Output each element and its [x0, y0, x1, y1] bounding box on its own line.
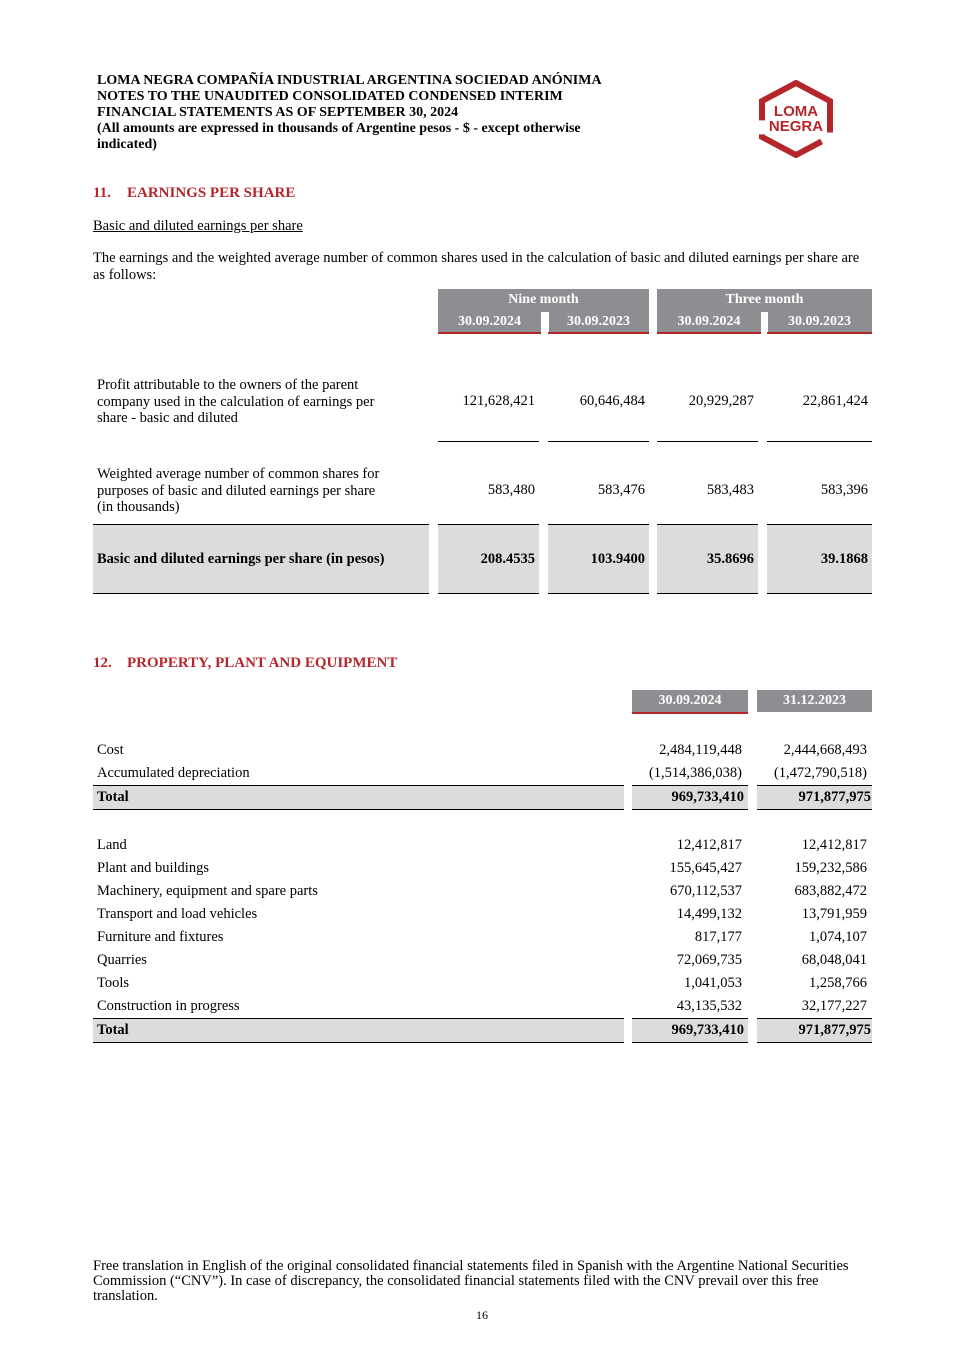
eps-profit-col3: 20,929,287 — [688, 393, 754, 409]
ppe-detail-row-value-col1: 817,177 — [694, 929, 742, 945]
ppe-detail-row-label: Furniture and fixtures — [97, 929, 224, 945]
ppe-period-col1: 30.09.2024 — [632, 690, 748, 714]
header-notes-title: NOTES TO THE UNAUDITED CONSOLIDATED CONDENSED INTERIM — [97, 89, 563, 104]
ppe-detail-row-value-col2: 1,258,766 — [809, 975, 867, 991]
header-currency-note-cont: indicated) — [97, 137, 157, 152]
eps-section-number: 11. — [93, 185, 111, 201]
ppe-summary-row-label: Accumulated depreciation — [97, 765, 250, 781]
ppe-period-col2: 31.12.2023 — [757, 690, 872, 714]
eps-value-col4: 39.1868 — [820, 551, 868, 567]
eps-shares-col1: 583,480 — [487, 482, 535, 498]
eps-row-shares-label: Weighted average number of common shares for purposes of basic and diluted earnings per share (in thousands) — [97, 466, 380, 515]
ppe-detail-total-col1: 969,733,410 — [671, 1022, 744, 1038]
translation-disclaimer: Free translation in English of the original consolidated financial statements filed in Spanish with the Argentine National Securities Commission (“CNV”). In case of discrepancy, the consolidated financial statements filed with the CNV prevail over this free translation. — [93, 1258, 849, 1304]
ppe-detail-row-value-col2: 12,412,817 — [801, 837, 867, 853]
ppe-detail-row-value-col1: 1,041,053 — [684, 975, 742, 991]
eps-period-col1: 30.09.2024 — [438, 312, 541, 334]
ppe-detail-row-value-col2: 32,177,227 — [801, 998, 867, 1014]
eps-section-heading: EARNINGS PER SHARE — [127, 185, 296, 201]
ppe-detail-row-label: Transport and load vehicles — [97, 906, 258, 922]
eps-value-col1: 208.4535 — [480, 551, 535, 567]
logo-text-loma: LOMA — [773, 103, 819, 120]
ppe-detail-row-value-col2: 159,232,586 — [794, 860, 867, 876]
logo-text-negra: NEGRA — [768, 118, 824, 135]
ppe-summary-row-label: Cost — [97, 742, 124, 758]
ppe-detail-row-label: Quarries — [97, 952, 147, 968]
eps-shares-col3: 583,483 — [706, 482, 754, 498]
ppe-summary-row-value-col1: 2,484,119,448 — [659, 742, 742, 758]
document-header — [97, 73, 717, 153]
eps-shares-col2: 583,476 — [597, 482, 645, 498]
eps-value-col3: 35.8696 — [706, 551, 754, 567]
ppe-detail-row-value-col1: 670,112,537 — [670, 883, 742, 899]
ppe-section-number: 12. — [93, 655, 112, 671]
ppe-summary-row-value-col1: (1,514,386,038) — [648, 765, 742, 781]
eps-row-profit-label: Profit attributable to the owners of the parent company used in the calculation of earnings per share - basic and diluted — [97, 377, 375, 426]
eps-profit-col2: 60,646,484 — [579, 393, 645, 409]
header-statements-date: FINANCIAL STATEMENTS AS OF SEPTEMBER 30, 2024 — [97, 105, 459, 120]
eps-profit-col4: 22,861,424 — [802, 393, 868, 409]
eps-section-title — [93, 185, 295, 202]
ppe-summary-row-value-col2: (1,472,790,518) — [773, 765, 867, 781]
ppe-summary-total-label: Total — [97, 789, 129, 805]
eps-period-col4: 30.09.2023 — [767, 312, 872, 334]
eps-period-col2: 30.09.2023 — [548, 312, 649, 334]
ppe-detail-row-value-col2: 68,048,041 — [801, 952, 867, 968]
ppe-detail-row-label: Construction in progress — [97, 998, 240, 1014]
eps-value-col2: 103.9400 — [590, 551, 645, 567]
eps-period-col3: 30.09.2024 — [657, 312, 761, 334]
ppe-detail-row-value-col1: 155,645,427 — [669, 860, 742, 876]
ppe-detail-row-label: Tools — [97, 975, 130, 991]
ppe-detail-row-value-col2: 13,791,959 — [801, 906, 867, 922]
ppe-detail-row-label: Land — [97, 837, 127, 853]
ppe-section-heading: PROPERTY, PLANT AND EQUIPMENT — [127, 655, 398, 671]
loma-negra-logo — [755, 80, 837, 158]
ppe-summary-total-col1: 969,733,410 — [671, 789, 744, 805]
header-currency-note: (All amounts are expressed in thousands of Argentine pesos - $ - except otherwise — [97, 121, 581, 136]
ppe-detail-row-value-col2: 1,074,107 — [809, 929, 867, 945]
eps-intro-text: The earnings and the weighted average number of common shares used in the calculation of basic and diluted earnings per share are as follows: — [93, 250, 860, 283]
ppe-detail-row-label: Machinery, equipment and spare parts — [97, 883, 318, 899]
eps-row-eps-label: Basic and diluted earnings per share (in pesos) — [97, 551, 385, 567]
ppe-detail-total-label: Total — [97, 1022, 129, 1038]
ppe-detail-row-value-col2: 683,882,472 — [794, 883, 867, 899]
eps-profit-col1: 121,628,421 — [462, 393, 535, 409]
ppe-detail-row-value-col1: 43,135,532 — [676, 998, 742, 1014]
eps-subtitle: Basic and diluted earnings per share — [93, 218, 303, 234]
ppe-detail-row-value-col1: 72,069,735 — [676, 952, 742, 968]
ppe-detail-total-col2: 971,877,975 — [798, 1022, 871, 1038]
header-company-name: LOMA NEGRA COMPAÑÍA INDUSTRIAL ARGENTINA SOCIEDAD ANÓNIMA — [97, 73, 602, 88]
eps-shares-col4: 583,396 — [820, 482, 868, 498]
ppe-detail-row-value-col1: 14,499,132 — [676, 906, 742, 922]
ppe-detail-row-value-col1: 12,412,817 — [676, 837, 742, 853]
ppe-summary-total-col2: 971,877,975 — [798, 789, 871, 805]
ppe-summary-row-value-col2: 2,444,668,493 — [783, 742, 867, 758]
ppe-section-title — [93, 655, 397, 672]
ppe-detail-row-label: Plant and buildings — [97, 860, 209, 876]
eps-group-nine-label: Nine month — [508, 292, 579, 307]
eps-group-three-label: Three month — [725, 292, 804, 307]
page-number: 16 — [476, 1308, 488, 1322]
